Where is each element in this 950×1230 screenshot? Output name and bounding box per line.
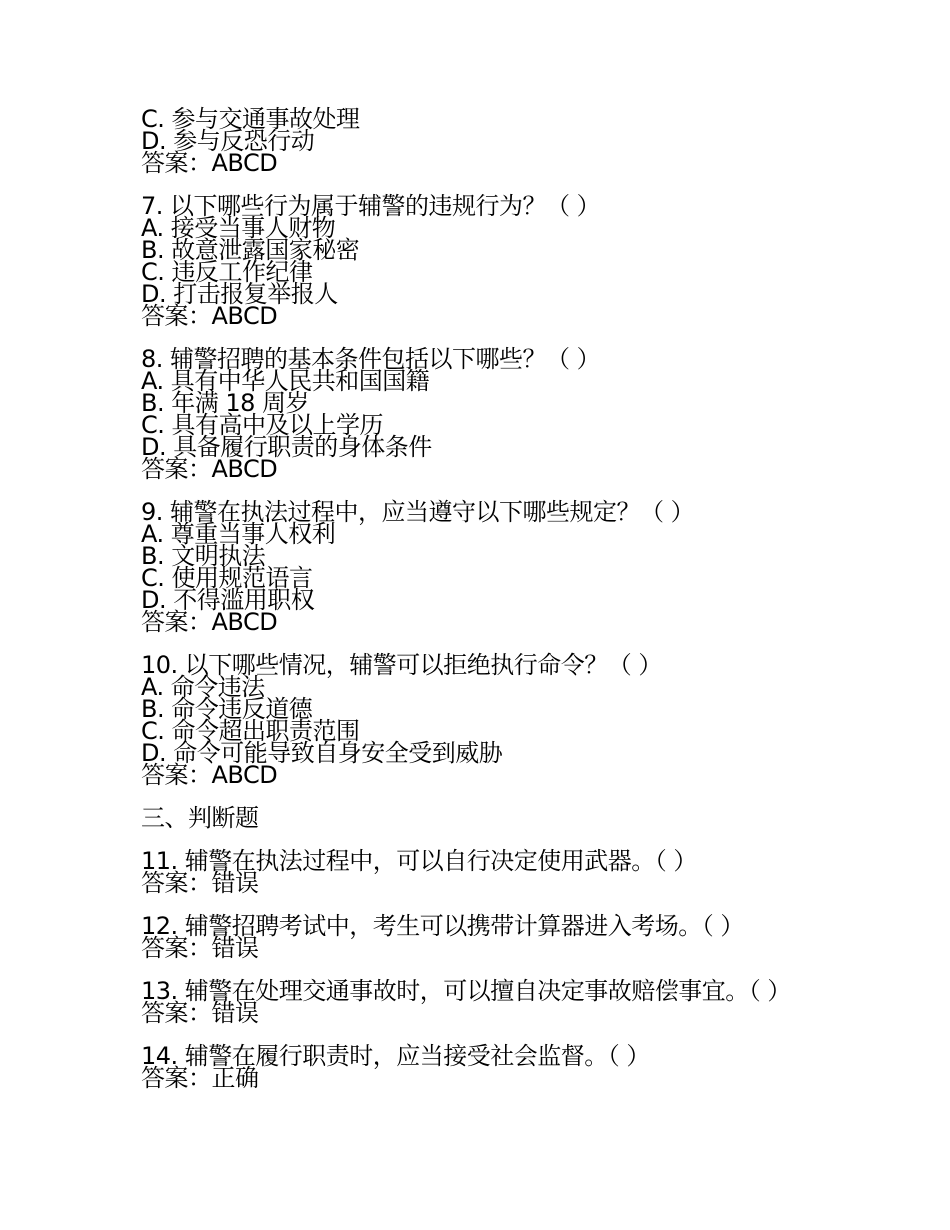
answer: 答案：ABCD <box>141 608 278 636</box>
question-7 <box>141 192 821 330</box>
section-heading: 三、判断题 <box>141 804 259 832</box>
question-stem: 11. 辅警在执法过程中，可以自行决定使用武器。（ ） <box>141 847 697 875</box>
question-stem: 12. 辅警招聘考试中，考生可以携带计算器进入考场。（ ） <box>141 912 744 940</box>
question-13 <box>141 977 821 1027</box>
option-a: A. 尊重当事人权利 <box>141 520 336 548</box>
answer: 答案：错误 <box>141 869 259 897</box>
option-c: C. 具有高中及以上学历 <box>141 411 384 439</box>
option-c: C. 命令超出职责范围 <box>141 717 360 745</box>
option-d: D. 打击报复举报人 <box>141 280 338 308</box>
answer: 答案：ABCD <box>141 302 278 330</box>
answer: 答案：错误 <box>141 934 259 962</box>
option-a: A. 接受当事人财物 <box>141 214 336 242</box>
option-a: A. 命令违法 <box>141 673 265 701</box>
answer: 答案：ABCD <box>141 761 278 789</box>
option-b: B. 文明执法 <box>141 542 266 570</box>
question-stem: 8. 辅警招聘的基本条件包括以下哪些？（ ） <box>141 345 601 373</box>
answer: 答案：ABCD <box>141 455 278 483</box>
option-d: D. 不得滥用职权 <box>141 586 315 614</box>
option-c: C. 参与交通事故处理 <box>141 105 360 133</box>
question-stem: 10. 以下哪些情况，辅警可以拒绝执行命令？（ ） <box>141 651 662 679</box>
question-11 <box>141 847 821 897</box>
option-c: C. 使用规范语言 <box>141 564 313 592</box>
option-b: B. 年满 18 周岁 <box>141 389 310 417</box>
answer: 答案：错误 <box>141 999 259 1027</box>
option-d: D. 命令可能导致自身安全受到威胁 <box>141 739 503 767</box>
question-stem: 13. 辅警在处理交通事故时，可以擅自决定事故赔偿事宜。（ ） <box>141 977 791 1005</box>
document-page <box>141 105 821 1092</box>
option-d: D. 具备履行职责的身体条件 <box>141 433 432 461</box>
question-9 <box>141 498 821 636</box>
option-a: A. 具有中华人民共和国国籍 <box>141 367 430 395</box>
question-12 <box>141 912 821 962</box>
answer: 答案：正确 <box>141 1064 259 1092</box>
question-stem: 9. 辅警在执法过程中，应当遵守以下哪些规定？（ ） <box>141 498 695 526</box>
option-c: C. 违反工作纪律 <box>141 258 313 286</box>
question-stem: 14. 辅警在履行职责时，应当接受社会监督。（ ） <box>141 1042 650 1070</box>
question-stem: 7. 以下哪些行为属于辅警的违规行为？（ ） <box>141 192 601 220</box>
question-8 <box>141 345 821 483</box>
option-b: B. 故意泄露国家秘密 <box>141 236 360 264</box>
option-d: D. 参与反恐行动 <box>141 127 315 155</box>
answer: 答案：ABCD <box>141 149 278 177</box>
question-6-partial <box>141 105 821 177</box>
question-14 <box>141 1042 821 1092</box>
option-b: B. 命令违反道德 <box>141 695 313 723</box>
question-10 <box>141 651 821 789</box>
